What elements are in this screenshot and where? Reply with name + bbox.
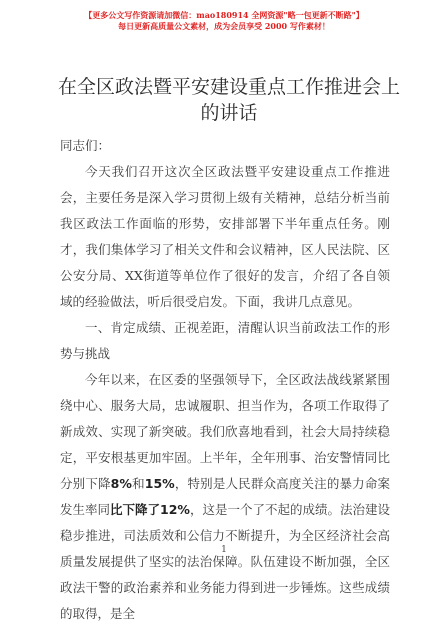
page-number: 1 bbox=[221, 545, 227, 555]
promo-banner-line2: 每日更新高质量公文素材，成为会员享受 2000 写作素材！ bbox=[118, 21, 330, 31]
paragraph-text: 今年以来，在区委的坚强领导下，全区政法战线紧紧围绕中心、服务大局，忠诚履职、担当作为，各项工作取得了新成效、实现了新突破。我们欣喜地看到，社会大局持续稳定，平安根基更加牢固。上半年，全年刑事、治安警情同比分别下降 bbox=[60, 372, 390, 491]
promo-banner-line1: 【更多公文写作资源请加微信：mao180914 全网资源"略一包更新不断路"】 bbox=[84, 10, 364, 20]
salutation: 同志们： bbox=[60, 138, 111, 153]
stat-criminal-decline: 8% bbox=[110, 476, 132, 491]
paragraph-text: 和 bbox=[131, 476, 145, 491]
promo-banner bbox=[0, 10, 448, 32]
stat-homicide-decline: 12% bbox=[160, 502, 190, 517]
paragraph-achievements bbox=[60, 367, 390, 627]
stat-label: 比下降了 bbox=[110, 502, 161, 517]
paragraph-text: ，特别是人民群众高度关注的暴力命案发生率同 bbox=[60, 476, 390, 517]
section-heading-1: 一、肯定成绩、正视差距，清醒认识当前政法工作的形势与挑战 bbox=[60, 320, 390, 361]
paragraph-text: ，这是一个了不起的成绩。法治建设稳步推进，司法质效和公信力不断提升，为全区经济社会高质量发展提供了坚实的法治保障。队伍建设不断加强，全区政法干警的政治素养和业务能力得到进一步锤炼。这些成绩的取得，是全 bbox=[60, 502, 390, 621]
paragraph-intro: 今天我们召开这次全区政法暨平安建设重点工作推进会，主要任务是深入学习贯彻上级有关精神，总结分析当前我区政法工作面临的形势，安排部署下半年重点任务。刚才，我们集体学习了相关文件和会议精神，区人民法院、区公安分局、XX街道等单位作了很好的发言，介绍了各自领域的经验做法，听后很受启发。下面，我讲几点意见。 bbox=[60, 164, 390, 309]
stat-public-order-decline: 15% bbox=[144, 476, 175, 491]
document-title: 在全区政法暨平安建设重点工作推进会上的讲话 bbox=[57, 76, 400, 124]
